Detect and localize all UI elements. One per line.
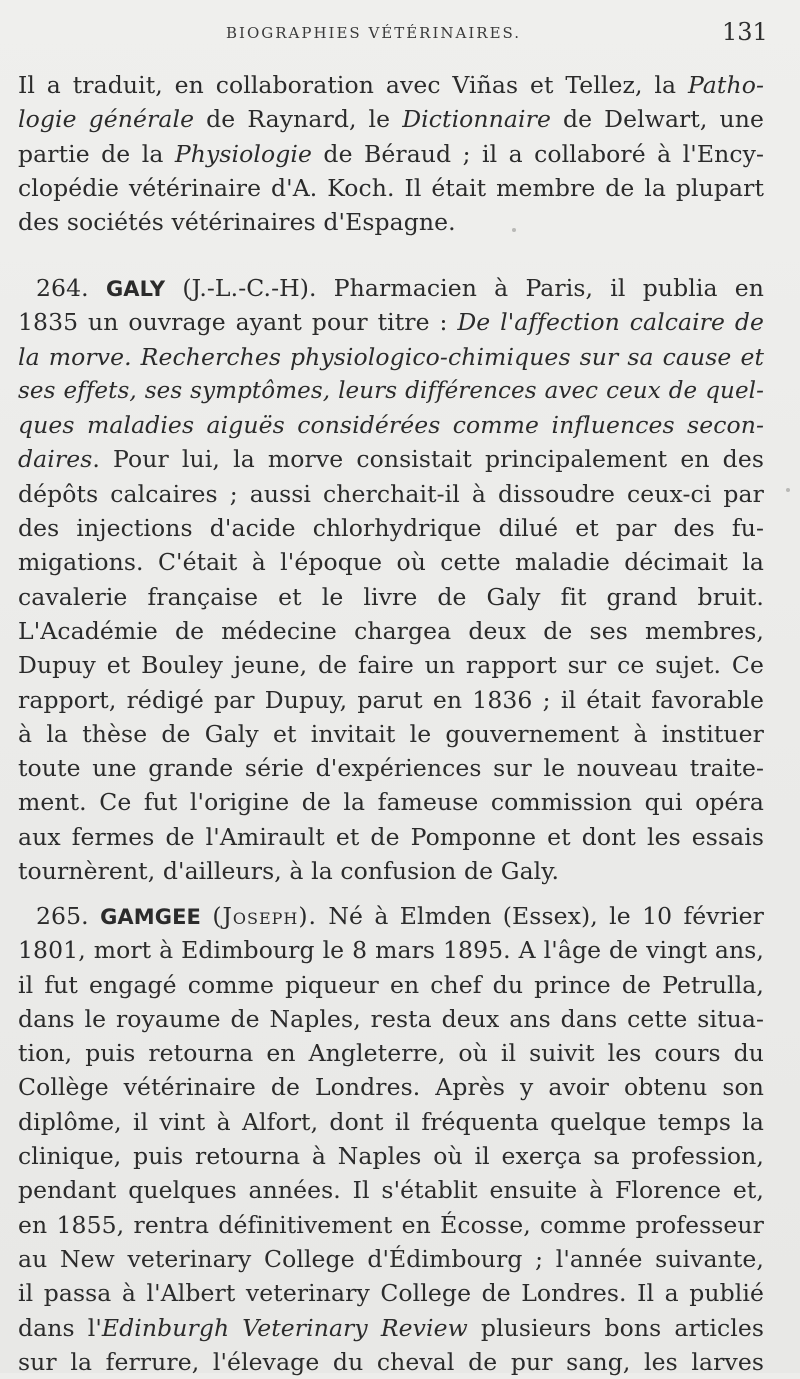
entry-number: 265. (36, 902, 89, 930)
text-line: ques maladies aiguës considérées comme influences secon- (18, 411, 764, 440)
text-line: dans l'Edinburgh Veterinary Review plusieurs bons articles (18, 1313, 764, 1342)
text-line: des sociétés vétérinaires d'Espagne. (18, 208, 456, 237)
text-line: Il a traduit, en collaboration avec Viñas et Tellez, la Patho- (18, 71, 764, 99)
text-line: la morve. Recherches physiologico-chimiques sur sa cause et (18, 342, 764, 371)
text-line: clopédie vétérinaire d'A. Koch. Il était membre de la plupart (18, 173, 764, 202)
text-line: aux fermes de l'Amirault et de Pomponne et dont les essais (18, 822, 764, 851)
text-line: ses effets, ses symptômes, leurs différences avec ceux de quel- (18, 377, 764, 404)
running-header (0, 18, 800, 50)
entry-number: 264. (36, 274, 89, 302)
text-line: à la thèse de Galy et invitait le gouvernement à instituer (18, 719, 764, 748)
entry-initials: (J.-L.-C.-H). (182, 274, 317, 302)
text-line: il fut engagé comme piqueur en chef du prince de Petrulla, (18, 970, 764, 999)
text-line: en 1855, rentra définitivement en Écosse, comme professeur (18, 1210, 764, 1239)
text-line: pendant quelques années. Il s'établit ensuite à Florence et, (18, 1176, 764, 1205)
text-line: des injections d'acide chlorhydrique dilué et par des fu- (18, 514, 764, 543)
paragraph-continuation (18, 68, 764, 239)
text-line: il passa à l'Albert veterinary College de Londres. Il a publié (18, 1279, 764, 1308)
text-line: toute une grande série d'expériences sur le nouveau traite- (18, 754, 764, 783)
entry-firstname: (Joseph). (212, 902, 318, 930)
entry-name: GAMGEE (100, 905, 201, 929)
entry-name: GALY (105, 277, 166, 301)
text-line: rapport, rédigé par Dupuy, parut en 1836 ; il était favorable (18, 685, 764, 714)
entry-264 (18, 271, 764, 888)
text-line: dans le royaume de Naples, resta deux ans dans cette situa- (18, 1004, 764, 1033)
text-line: tion, puis retourna en Angleterre, où il suivit les cours du (18, 1039, 764, 1068)
text-line: diplôme, il vint à Alfort, dont il fréquenta quelque temps la (18, 1107, 764, 1136)
paper-speck (512, 228, 516, 232)
text-line: Collège vétérinaire de Londres. Après y avoir obtenu son (18, 1073, 764, 1102)
text-line: dépôts calcaires ; aussi cherchait-il à dissoudre ceux-ci par (18, 479, 764, 508)
text-line: 1801, mort à Edimbourg le 8 mars 1895. A l'âge de vingt ans, (18, 936, 764, 965)
text-line: partie de la Physiologie de Béraud ; il a collaboré à l'Ency- (18, 139, 764, 168)
entry-heading-line: 264. GALY (J.-L.-C.-H). Pharmacien à Paris, il publia en (36, 274, 765, 302)
text-line: tournèrent, d'ailleurs, à la confusion de Galy. (18, 857, 560, 886)
text-line: au New veterinary College d'Édimbourg ; l'année suivante, (18, 1244, 764, 1273)
text-line: daires. Pour lui, la morve consistait principalement en des (18, 445, 764, 474)
text-line: ment. Ce fut l'origine de la fameuse commission qui opéra (18, 788, 764, 817)
text-line: sur la ferrure, l'élevage du cheval de pur sang, les larves (18, 1347, 764, 1376)
text-line: L'Académie de médecine chargea deux de ses membres, (18, 616, 764, 645)
page-number: 131 (722, 18, 768, 46)
text-line: logie générale de Raynard, le Dictionnaire de Delwart, une (18, 105, 764, 134)
text-line: 1835 un ouvrage ayant pour titre : De l'affection calcaire de (18, 308, 764, 337)
text-line: migations. C'était à l'époque où cette maladie décimait la (18, 548, 764, 577)
running-title: BIOGRAPHIES VÉTÉRINAIRES. (226, 24, 522, 42)
text-line: Dupuy et Bouley jeune, de faire un rapport sur ce sujet. Ce (18, 651, 764, 680)
entry-265 (18, 899, 764, 1379)
text-line: clinique, puis retourna à Naples où il exerça sa profession, (18, 1142, 764, 1171)
paper-speck (786, 488, 790, 492)
text-line: cavalerie française et le livre de Galy fit grand bruit. (18, 582, 764, 611)
entry-heading-line: 265. GAMGEE (Joseph). Né à Elmden (Essex), le 10 février (36, 902, 764, 930)
